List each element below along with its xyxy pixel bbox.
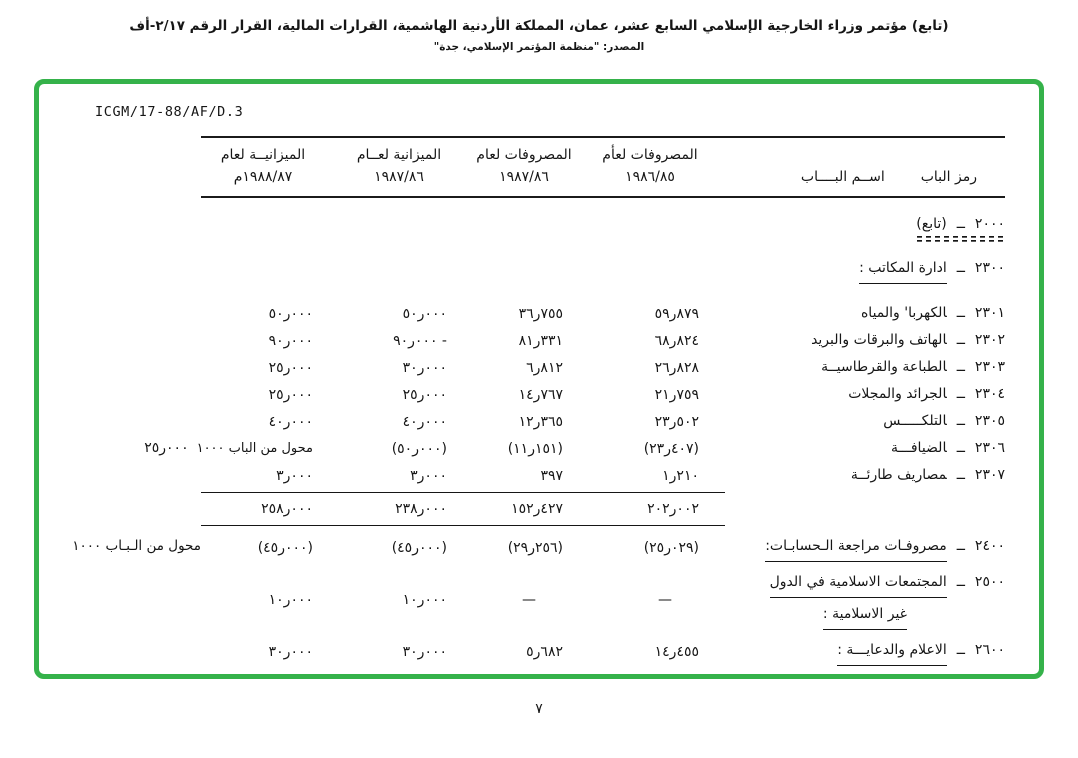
col-header-label: المصروفات لعام bbox=[476, 147, 572, 163]
budget-87-86-cell bbox=[339, 639, 473, 665]
dash-glyph: ــ bbox=[956, 467, 965, 483]
col-header-exp-86-85 bbox=[589, 145, 725, 187]
section-label bbox=[725, 381, 1005, 407]
expenditure-86-85-cell bbox=[589, 436, 725, 462]
amount: ٦٨ر٨٢٤ bbox=[654, 332, 699, 349]
page-number: ٧ bbox=[535, 701, 543, 717]
budget-87-86-cell bbox=[339, 355, 473, 381]
dash-glyph: ــ bbox=[956, 332, 965, 348]
table-row-٢٠٠٠ bbox=[73, 213, 1005, 242]
section-code: ٢٠٠٠ bbox=[974, 216, 1005, 232]
dash-glyph: ــ bbox=[956, 574, 965, 590]
expenditure-86-85-cell bbox=[589, 355, 725, 381]
side-note-cell bbox=[73, 300, 201, 327]
dash-glyph: ــ bbox=[956, 359, 965, 375]
dash-glyph: ــ bbox=[956, 642, 965, 658]
transfer-note: محول من الـبـاب ١٠٠٠ bbox=[72, 538, 201, 554]
table-body bbox=[73, 213, 1005, 679]
section-code: ٢٣٠٢ bbox=[974, 332, 1005, 348]
amount: ٢٣٨ر٠٠٠ bbox=[395, 501, 447, 517]
budget-88-87-cell bbox=[201, 328, 339, 354]
section-code: ٢٣٠٥ bbox=[974, 413, 1005, 429]
table-row-٢٣٠٦ bbox=[73, 435, 1005, 462]
section-label bbox=[725, 569, 1005, 598]
section-name: المجتمعات الاسلامية في الدول bbox=[770, 569, 947, 598]
budget-88-87-cell bbox=[201, 496, 339, 522]
dash-glyph: ــ bbox=[956, 305, 965, 321]
expenditure-86-85-cell bbox=[589, 409, 725, 435]
section-code: ٢٦٠٠ bbox=[974, 642, 1005, 658]
source-line: المصدر: "منظمة المؤتمر الإسلامي، جدة" bbox=[433, 41, 645, 53]
section-label bbox=[725, 327, 1005, 353]
section-name: الجرائد والمجلات bbox=[848, 386, 947, 402]
expenditure-86-85-cell bbox=[589, 535, 725, 561]
expenditure-86-85-cell bbox=[589, 496, 725, 522]
expenditure-87-86-cell bbox=[473, 639, 589, 665]
amount: (١١ر١٥١) bbox=[507, 440, 563, 457]
section-label bbox=[725, 533, 1005, 562]
dash-glyph: ــ bbox=[956, 260, 965, 276]
amount: ٥٠ر٠٠٠ bbox=[402, 305, 447, 322]
section-code: ٢٣٠٠ bbox=[974, 260, 1005, 276]
budget-table bbox=[73, 136, 1005, 679]
amount: ١٥٢ر٤٢٧ bbox=[511, 501, 563, 517]
amount: ٥ر٦٨٢ bbox=[526, 643, 563, 660]
amount: ٢٥ر٠٠٠ bbox=[402, 386, 447, 403]
col-header-budget-87-86 bbox=[339, 145, 473, 187]
table-row-٢٣٠١ bbox=[73, 300, 1005, 327]
amount: ٢٥ر٠٠٠ bbox=[268, 359, 313, 376]
side-note-cell bbox=[73, 533, 201, 562]
side-note-cell bbox=[73, 462, 201, 489]
section-code: ٢٣٠٣ bbox=[974, 359, 1005, 375]
table-row-٢٣٠٢ bbox=[73, 327, 1005, 354]
dash-glyph: ــ bbox=[956, 413, 965, 429]
amount: ٣٦ر٧٥٥ bbox=[518, 305, 563, 322]
amount: ٣ر٠٠٠ bbox=[276, 467, 313, 484]
budget-88-87-cell bbox=[201, 639, 339, 665]
amount: ٤٠ر٠٠٠ bbox=[268, 413, 313, 430]
section-label bbox=[725, 408, 1005, 434]
table-row-٢٤٠٠ bbox=[73, 533, 1005, 562]
transfer-note: محول من الباب ١٠٠٠ bbox=[196, 441, 313, 456]
table-header-row bbox=[73, 138, 1005, 196]
budget-87-86-cell bbox=[339, 409, 473, 435]
amount: ٥٩ر٨٧٩ bbox=[654, 305, 699, 322]
expenditure-86-85-cell bbox=[589, 328, 725, 354]
table-row-٢٣٠٧ bbox=[73, 462, 1005, 489]
budget-88-87-cell bbox=[201, 587, 339, 613]
subtotal-rule-group bbox=[201, 492, 725, 526]
code-name-cell bbox=[725, 213, 1005, 242]
side-note-cell bbox=[73, 435, 201, 462]
expenditure-86-85-cell bbox=[589, 639, 725, 665]
section-label bbox=[725, 462, 1005, 488]
budget-88-87-cell bbox=[201, 463, 339, 489]
section-name: (تابع) bbox=[916, 216, 947, 232]
expenditure-86-85-cell bbox=[589, 382, 725, 408]
amount: ٦ر٨١٢ bbox=[526, 359, 563, 376]
side-note-cell bbox=[73, 637, 201, 666]
dash-glyph: ــ bbox=[956, 440, 965, 456]
table-row-subtotal bbox=[73, 492, 1005, 526]
expenditure-87-86-cell bbox=[473, 436, 589, 462]
code-name-cell bbox=[725, 569, 1005, 630]
budget-87-86-cell bbox=[339, 535, 473, 561]
expenditure-87-86-cell bbox=[473, 328, 589, 354]
expenditure-87-86-cell bbox=[473, 496, 589, 522]
document-reference: ICGM/17-88/AF/D.3 bbox=[95, 104, 244, 120]
expenditure-87-86-cell bbox=[473, 463, 589, 489]
section-name: غير الاسلامية : bbox=[823, 601, 907, 630]
amount: (٢٣ر٤٠٧) bbox=[643, 440, 699, 457]
amount: ٢٥ر٠٠٠ bbox=[144, 440, 189, 456]
col-header-year: ١٩٨٦/٨٥ bbox=[625, 169, 675, 185]
section-name: ادارة المكاتب : bbox=[859, 255, 947, 284]
side-note-cell bbox=[597, 255, 725, 284]
code-name-cell bbox=[725, 255, 1005, 284]
amount: ٣ر٠٠٠ bbox=[410, 467, 447, 484]
section-code: ٢٣٠٧ bbox=[974, 467, 1005, 483]
col-header-year: ١٩٨٧/٨٦ bbox=[374, 169, 424, 185]
budget-87-86-cell bbox=[339, 496, 473, 522]
expenditure-87-86-cell bbox=[473, 301, 589, 327]
section-code: ٢٣٠٦ bbox=[974, 440, 1005, 456]
amount: ٢٠٢ر٠٠٢ bbox=[647, 501, 699, 517]
col-header-year: ١٩٨٧/٨٦ bbox=[499, 169, 549, 185]
side-note-cell bbox=[597, 213, 725, 242]
chapter-dashed-underline bbox=[917, 236, 1005, 242]
table-row-٢٣٠٠ bbox=[73, 255, 1005, 284]
amount: ١٠ر٠٠٠ bbox=[268, 591, 313, 608]
amount: ٢٦ر٨٢٨ bbox=[654, 359, 699, 376]
expenditure-87-86-cell bbox=[473, 587, 589, 613]
amount: ٣٠ر٠٠٠ bbox=[402, 359, 447, 376]
budget-87-86-cell bbox=[339, 587, 473, 613]
code-name-cell bbox=[725, 300, 1005, 327]
amount: ١٢ر٣٦٥ bbox=[518, 413, 563, 430]
section-name: الطباعة والقرطاسيــة bbox=[821, 359, 947, 375]
amount: ١٠ر٠٠٠ bbox=[402, 591, 447, 608]
code-name-cell bbox=[725, 462, 1005, 489]
col-header-code: رمز الباب bbox=[920, 169, 977, 185]
section-label bbox=[725, 637, 1005, 666]
section-label bbox=[725, 354, 1005, 380]
amount: ٢١ر٧٥٩ bbox=[654, 386, 699, 403]
amount: — bbox=[522, 591, 537, 608]
table-row-٢٦٠٠ bbox=[73, 637, 1005, 666]
budget-88-87-cell bbox=[201, 301, 339, 327]
code-name-cell bbox=[725, 637, 1005, 666]
budget-88-87-cell bbox=[144, 435, 339, 462]
amount: ٤٠ر٠٠٠ bbox=[402, 413, 447, 430]
amount: — bbox=[658, 591, 673, 608]
section-code: ٢٤٠٠ bbox=[974, 538, 1005, 554]
dash-glyph: ــ bbox=[956, 216, 965, 232]
document-frame bbox=[34, 79, 1044, 679]
code-name-cell bbox=[725, 354, 1005, 381]
section-label bbox=[725, 300, 1005, 326]
amount: ١ر٢١٠ bbox=[662, 467, 699, 484]
code-name-cell bbox=[725, 435, 1005, 462]
col-header-name: اســم البــــاب bbox=[800, 169, 885, 185]
section-code: ٢٣٠٤ bbox=[974, 386, 1005, 402]
dash-glyph: ــ bbox=[956, 538, 965, 554]
budget-87-86-cell bbox=[339, 328, 473, 354]
amount: ٥٠ر٠٠٠ bbox=[268, 305, 313, 322]
budget-88-87-cell bbox=[201, 382, 339, 408]
side-note-cell bbox=[73, 408, 201, 435]
code-name-cell bbox=[725, 408, 1005, 435]
amount: ٢٥ر٠٠٠ bbox=[268, 386, 313, 403]
table-row-٢٣٠٤ bbox=[73, 381, 1005, 408]
col-header-year: ١٩٨٨/٨٧ bbox=[242, 169, 293, 185]
side-note-cell bbox=[73, 354, 201, 381]
expenditure-87-86-cell bbox=[473, 535, 589, 561]
side-note-cell bbox=[73, 569, 201, 630]
section-label bbox=[725, 255, 1005, 284]
amount: ٩٠ر٠٠٠ - bbox=[393, 332, 447, 349]
amount: ١٤ر٧٦٧ bbox=[518, 386, 563, 403]
amount: ٢٥٨ر٠٠٠ bbox=[261, 501, 313, 517]
col-header-label: الميزانيــة لعام bbox=[220, 147, 306, 163]
code-name-cell bbox=[725, 492, 1005, 526]
section-label bbox=[725, 213, 1005, 235]
table-row-٢٣٠٥ bbox=[73, 408, 1005, 435]
amount: ٣٩٧ bbox=[540, 467, 563, 484]
code-name-cell bbox=[725, 381, 1005, 408]
table-row-٢٣٠٣ bbox=[73, 354, 1005, 381]
amount: (٤٥ر٠٠٠) bbox=[391, 539, 447, 556]
section-code: ٢٣٠١ bbox=[974, 305, 1005, 321]
col-header-exp-87-86 bbox=[473, 145, 589, 187]
year-suffix: م bbox=[233, 169, 243, 185]
section-name: الهاتف والبرقات والبريد bbox=[811, 332, 947, 348]
section-label-line2 bbox=[725, 601, 1005, 630]
amount: ٣٠ر٠٠٠ bbox=[402, 643, 447, 660]
section-name: مصاريف طارئــة bbox=[850, 467, 947, 483]
side-note-cell bbox=[73, 327, 201, 354]
section-name: الاعلام والدعايـــة : bbox=[837, 637, 946, 666]
expenditure-86-85-cell bbox=[589, 463, 725, 489]
expenditure-86-85-cell bbox=[589, 587, 725, 613]
amount: (٢٥ر٠٢٩) bbox=[643, 539, 699, 556]
amount: (٢٩ر٢٥٦) bbox=[507, 539, 563, 556]
table-row-٢٥٠٠ bbox=[73, 569, 1005, 630]
section-name: التلكـــــس bbox=[883, 413, 947, 429]
expenditure-86-85-cell bbox=[589, 301, 725, 327]
col-header-budget-88-87 bbox=[201, 145, 339, 187]
conference-title: (تابع) مؤتمر وزراء الخارجية الإسلامي السابع عشر، عمان، المملكة الأردنية الهاشمية، القرارات المالية، القرار الرقم ٢/١٧-أف bbox=[129, 18, 949, 34]
amount: (٥٠ر٠٠٠) bbox=[391, 440, 447, 457]
section-label bbox=[725, 435, 1005, 461]
table-header-rule bbox=[201, 196, 1005, 198]
section-name: الضيافـــة bbox=[891, 440, 947, 456]
budget-87-86-cell bbox=[339, 463, 473, 489]
code-name-cell bbox=[725, 533, 1005, 562]
budget-88-87-cell bbox=[201, 409, 339, 435]
header-code-name-cell bbox=[725, 167, 1005, 187]
amount: ٩٠ر٠٠٠ bbox=[268, 332, 313, 349]
amount: ١٤ر٤٥٥ bbox=[654, 643, 699, 660]
section-name: مصروفـات مراجعة الـحسابـات: bbox=[765, 533, 947, 562]
budget-87-86-cell bbox=[339, 436, 473, 462]
budget-88-87-cell bbox=[201, 355, 339, 381]
amount: ٨١ر٣٣١ bbox=[518, 332, 563, 349]
page-header bbox=[0, 0, 1078, 53]
side-note-cell bbox=[73, 492, 201, 526]
code-name-cell bbox=[725, 327, 1005, 354]
col-header-label: المصروفات لعأم bbox=[602, 147, 698, 163]
amount: (٤٥ر٠٠٠) bbox=[257, 539, 313, 556]
section-code: ٢٥٠٠ bbox=[974, 574, 1005, 590]
budget-88-87-cell bbox=[201, 535, 339, 561]
budget-87-86-cell bbox=[339, 301, 473, 327]
expenditure-87-86-cell bbox=[473, 355, 589, 381]
budget-87-86-cell bbox=[339, 382, 473, 408]
expenditure-87-86-cell bbox=[473, 382, 589, 408]
section-name: الكهربا' والمياه bbox=[860, 305, 947, 321]
amount: ٢٣ر٥٠٢ bbox=[654, 413, 699, 430]
side-note-cell bbox=[73, 381, 201, 408]
col-header-label: الميزانية لعــام bbox=[356, 147, 442, 163]
amount: ٣٠ر٠٠٠ bbox=[268, 643, 313, 660]
expenditure-87-86-cell bbox=[473, 409, 589, 435]
dash-glyph: ــ bbox=[956, 386, 965, 402]
